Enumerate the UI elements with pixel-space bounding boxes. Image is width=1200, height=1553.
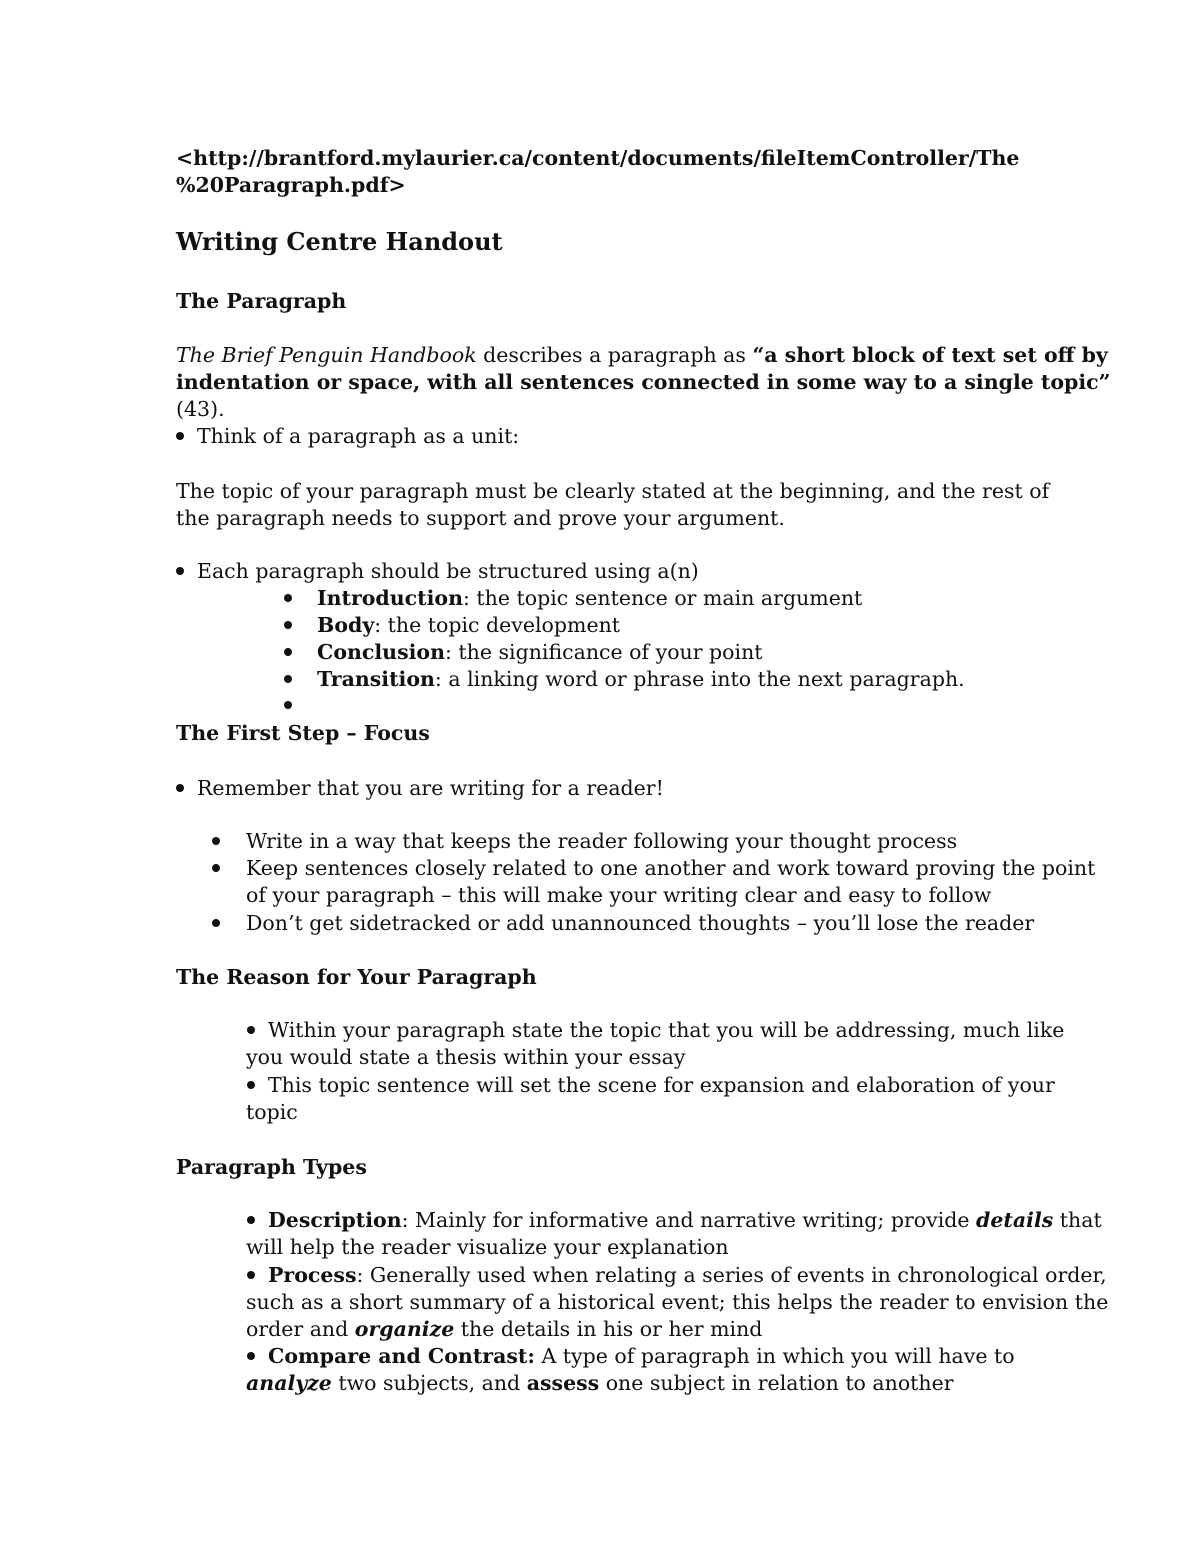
bullet-icon (247, 1216, 255, 1224)
focus-item-2-line-1: Keep sentences closely related to one another and work toward proving the point (246, 856, 1096, 880)
structure-term: Body (317, 613, 375, 637)
bullet-icon (176, 432, 184, 440)
structure-item-body (317, 615, 620, 636)
intro-citation: (43). (176, 397, 225, 421)
intro-quote-part-1: “a short block of text set off by (752, 343, 1108, 367)
bullet-icon (284, 621, 292, 629)
intro-mid-text: describes a paragraph as (476, 343, 753, 367)
emphasis-word: analyze (246, 1371, 332, 1395)
structure-item-conclusion (317, 642, 763, 663)
bullet-icon (284, 594, 292, 602)
bullet-icon (247, 1081, 255, 1089)
bullet-icon (212, 864, 220, 872)
intro-line-1 (176, 345, 1108, 366)
type-compare-line-2 (246, 1373, 954, 1394)
bullet-icon (284, 648, 292, 656)
type-compare-line-1 (268, 1346, 1015, 1367)
reason-item-2-line-2: topic (246, 1100, 298, 1124)
type-text: two subjects, and (331, 1371, 527, 1395)
reason-item-1-line-1: Within your paragraph state the topic that you will be addressing, much like (268, 1018, 1065, 1042)
structure-bullet-text: Each paragraph should be structured using a(n) (197, 559, 699, 583)
type-text: order and (246, 1317, 355, 1341)
type-description-line-1 (268, 1210, 1102, 1231)
heading-reason: The Reason for Your Paragraph (176, 965, 537, 989)
source-url-line-2: %20Paragraph.pdf> (176, 173, 406, 197)
reason-item-1-line-2: you would state a thesis within your essay (246, 1045, 686, 1069)
type-term: Process (268, 1263, 357, 1287)
type-text: the details in his or her mind (454, 1317, 763, 1341)
structure-desc: : a linking word or phrase into the next paragraph. (434, 667, 965, 691)
type-process-line-3 (246, 1319, 762, 1340)
type-process-line-1 (268, 1265, 1107, 1286)
type-text: that (1053, 1208, 1102, 1232)
bullet-icon (284, 675, 292, 683)
bullet-icon (176, 567, 184, 575)
structure-item-transition (317, 669, 965, 690)
structure-desc: : the topic development (374, 613, 621, 637)
bullet-icon (212, 837, 220, 845)
type-term: Compare and Contrast: (268, 1344, 535, 1368)
unit-text-line-1: The topic of your paragraph must be clearly stated at the beginning, and the rest of (176, 479, 1050, 503)
heading-paragraph-types: Paragraph Types (176, 1155, 367, 1179)
bullet-icon (247, 1026, 255, 1034)
type-description-line-2: will help the reader visualize your explanation (246, 1235, 729, 1259)
bullet-icon (284, 701, 292, 709)
structure-item-introduction (317, 588, 862, 609)
type-text: : Mainly for informative and narrative writing; provide (401, 1208, 977, 1232)
heading-first-step: The First Step – Focus (176, 721, 430, 745)
emphasis-word: organize (354, 1317, 455, 1341)
reason-item-2-line-1: This topic sentence will set the scene for expansion and elaboration of your (268, 1073, 1055, 1097)
bullet-icon (212, 919, 220, 927)
type-text: one subject in relation to another (599, 1371, 954, 1395)
structure-term: Transition (317, 667, 435, 691)
focus-item-2-line-2: of your paragraph – this will make your writing clear and easy to follow (246, 883, 992, 907)
type-text: A type of paragraph in which you will have to (534, 1344, 1015, 1368)
type-term: Description (268, 1208, 402, 1232)
bullet-icon (247, 1352, 255, 1360)
unit-bullet-text: Think of a paragraph as a unit: (197, 424, 520, 448)
focus-bullet-text: Remember that you are writing for a reader! (197, 776, 664, 800)
emphasis-word: assess (526, 1371, 600, 1395)
structure-desc: : the topic sentence or main argument (463, 586, 863, 610)
intro-quote-part-2: indentation or space, with all sentences connected in some way to a single topic” (176, 370, 1111, 394)
focus-item-3: Don’t get sidetracked or add unannounced thoughts – you’ll lose the reader (246, 911, 1035, 935)
unit-text-line-2: the paragraph needs to support and prove your argument. (176, 506, 785, 530)
emphasis-word: details (976, 1208, 1054, 1232)
heading-the-paragraph: The Paragraph (176, 289, 347, 313)
structure-term: Conclusion (317, 640, 445, 664)
book-title: The Brief Penguin Handbook (176, 343, 477, 367)
bullet-icon (176, 784, 184, 792)
structure-term: Introduction (317, 586, 463, 610)
bullet-icon (247, 1271, 255, 1279)
document-title: Writing Centre Handout (176, 227, 503, 256)
focus-item-1: Write in a way that keeps the reader following your thought process (246, 829, 958, 853)
structure-desc: : the significance of your point (444, 640, 763, 664)
source-url-line-1: <http://brantford.mylaurier.ca/content/documents/fileItemController/The (176, 146, 1020, 170)
type-text: : Generally used when relating a series of events in chronological order, (356, 1263, 1107, 1287)
type-process-line-2: such as a short summary of a historical event; this helps the reader to envision the (246, 1290, 1109, 1314)
